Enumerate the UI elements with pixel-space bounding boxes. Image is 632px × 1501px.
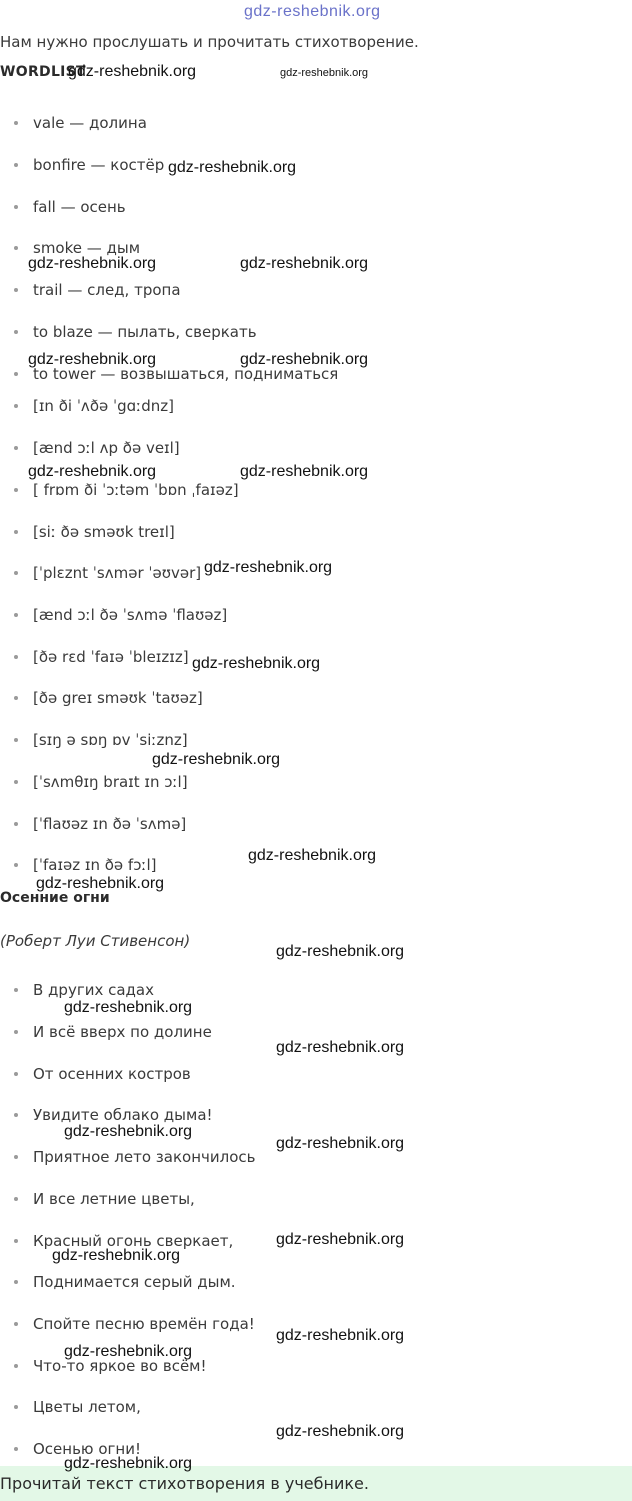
watermark-top: gdz-reshebnik.org <box>244 3 381 20</box>
bullet-icon <box>14 1405 18 1409</box>
list-item-text: [ˈplɛznt ˈsʌmər ˈəʊvər] <box>33 564 202 582</box>
bullet-icon <box>14 372 18 376</box>
bullet-icon <box>14 863 18 867</box>
list-item <box>14 325 257 340</box>
watermark: gdz-reshebnik.org <box>240 351 369 368</box>
watermark: gdz-reshebnik.org <box>68 63 197 80</box>
bullet-icon <box>14 1239 18 1243</box>
watermark: gdz-reshebnik.org <box>36 875 165 892</box>
watermark: gdz-reshebnik.org <box>276 943 405 960</box>
poem-line-text: Спойте песню времён года! <box>33 1315 255 1333</box>
list-item-text: [ˈflaʊəz ɪn ðə ˈsʌmə] <box>33 815 187 833</box>
poem-line <box>14 1108 213 1123</box>
list-item <box>14 525 175 540</box>
watermark: gdz-reshebnik.org <box>28 463 157 480</box>
poem-line-text: Цветы летом, <box>33 1398 141 1416</box>
watermark: gdz-reshebnik.org <box>64 999 193 1016</box>
bullet-icon <box>14 530 18 534</box>
list-item <box>14 691 203 706</box>
bullet-icon <box>14 330 18 334</box>
poem-line-text: Что-то яркое во всём! <box>33 1357 207 1375</box>
watermark: gdz-reshebnik.org <box>28 255 157 272</box>
list-item-text: [sɪŋ ə sɒŋ ɒv ˈsiːznz] <box>33 731 188 749</box>
list-item-text: [ænd ɔːl ðə ˈsʌmə ˈflaʊəz] <box>33 606 228 624</box>
poem-line <box>14 1275 236 1290</box>
bullet-icon <box>14 1280 18 1284</box>
list-item-text: smoke — дым <box>33 239 141 257</box>
watermark: gdz-reshebnik.org <box>28 351 157 368</box>
watermark: gdz-reshebnik.org <box>152 751 281 768</box>
list-item-text: fall — осень <box>33 198 126 216</box>
bullet-icon <box>14 1072 18 1076</box>
watermark: gdz-reshebnik.org <box>280 67 369 79</box>
list-item <box>14 241 140 256</box>
bullet-icon <box>14 696 18 700</box>
list-item <box>14 200 126 215</box>
poem-line <box>14 1317 255 1332</box>
list-item <box>14 733 188 748</box>
list-item-text: bonfire — костёр <box>33 156 165 174</box>
poem-line-text: И все летние цветы, <box>33 1190 195 1208</box>
bullet-icon <box>14 404 18 408</box>
bullet-icon <box>14 655 18 659</box>
poem-line-text: Осенью огни! <box>33 1440 141 1458</box>
watermark: gdz-reshebnik.org <box>64 1455 193 1472</box>
list-item-text: [ðə rɛd ˈfaɪə ˈbleɪzɪz] <box>33 648 189 666</box>
watermark: gdz-reshebnik.org <box>240 463 369 480</box>
bullet-icon <box>14 163 18 167</box>
list-item <box>14 283 181 298</box>
poem-line-text: Приятное лето закончилось <box>33 1148 256 1166</box>
bullet-icon <box>14 1113 18 1117</box>
watermark: gdz-reshebnik.org <box>64 1343 193 1360</box>
bullet-icon <box>14 205 18 209</box>
bullet-icon <box>14 1197 18 1201</box>
list-item <box>14 116 147 131</box>
poem-line-text: В других садах <box>33 981 154 999</box>
poem-line <box>14 983 154 998</box>
bullet-icon <box>14 738 18 742</box>
bullet-icon <box>14 1322 18 1326</box>
list-item-text: [ frɒm ði ˈɔːtəm ˈbɒn ˌfaɪəz] <box>33 481 239 499</box>
list-item-text: [ˈfaɪəz ɪn ðə fɔːl] <box>33 856 157 874</box>
bullet-icon <box>14 1030 18 1034</box>
list-item <box>14 858 157 873</box>
watermark: gdz-reshebnik.org <box>192 655 321 672</box>
poem-line <box>14 1067 191 1082</box>
list-item-text: [siː ðə sməʊk treɪl] <box>33 523 175 541</box>
list-item <box>14 441 180 456</box>
bullet-icon <box>14 988 18 992</box>
list-item-text: vale — долина <box>33 114 147 132</box>
bullet-icon <box>14 780 18 784</box>
poem-line-text: И всё вверх по долине <box>33 1023 212 1041</box>
poem-line-text: От осенних костров <box>33 1065 191 1083</box>
bullet-icon <box>14 246 18 250</box>
list-item <box>14 367 338 382</box>
watermark: gdz-reshebnik.org <box>276 1135 405 1152</box>
watermark: gdz-reshebnik.org <box>64 1123 193 1140</box>
poem-author: (Роберт Луи Стивенсон) <box>0 932 191 950</box>
bullet-icon <box>14 446 18 450</box>
poem-title: Осенние огни <box>0 890 110 906</box>
bullet-icon <box>14 121 18 125</box>
watermark: gdz-reshebnik.org <box>240 255 369 272</box>
poem-line-text: Поднимается серый дым. <box>33 1273 236 1291</box>
bullet-icon <box>14 571 18 575</box>
list-item <box>14 483 239 498</box>
list-item-text: [ɪn ði ˈʌðə ˈgɑːdnz] <box>33 397 174 415</box>
intro-text: Нам нужно прослушать и прочитать стихотворение. <box>0 33 419 51</box>
watermark: gdz-reshebnik.org <box>276 1327 405 1344</box>
watermark: gdz-reshebnik.org <box>168 159 297 176</box>
watermark: gdz-reshebnik.org <box>276 1039 405 1056</box>
bullet-icon <box>14 1447 18 1451</box>
poem-line <box>14 1150 255 1165</box>
instruction-note: Прочитай текст стихотворения в учебнике. <box>0 1466 632 1501</box>
watermark: gdz-reshebnik.org <box>276 1423 405 1440</box>
wordlist-heading: WORDLIST <box>0 64 86 80</box>
list-item-text: [ænd ɔːl ʌp ðə veɪl] <box>33 439 180 457</box>
poem-line <box>14 1192 195 1207</box>
bullet-icon <box>14 1364 18 1368</box>
list-item-text: to tower — возвышаться, подниматься <box>33 365 339 383</box>
bullet-icon <box>14 822 18 826</box>
bullet-icon <box>14 1155 18 1159</box>
poem-line <box>14 1359 207 1374</box>
poem-line <box>14 1025 212 1040</box>
list-item <box>14 566 201 581</box>
watermark: gdz-reshebnik.org <box>248 847 377 864</box>
poem-line <box>14 1400 141 1415</box>
list-item <box>14 650 189 665</box>
watermark: gdz-reshebnik.org <box>52 1247 181 1264</box>
poem-line-text: Увидите облако дыма! <box>33 1106 213 1124</box>
list-item <box>14 775 188 790</box>
list-item-text: trail — след, тропа <box>33 281 181 299</box>
list-item <box>14 399 174 414</box>
list-item <box>14 608 227 623</box>
bullet-icon <box>14 488 18 492</box>
list-item-text: [ðə greɪ sməʊk ˈtaʊəz] <box>33 689 203 707</box>
list-item-text: [ˈsʌmθɪŋ braɪt ɪn ɔːl] <box>33 773 188 791</box>
poem-line-text: Красный огонь сверкает, <box>33 1232 234 1250</box>
list-item <box>14 158 164 173</box>
list-item <box>14 817 186 832</box>
list-item-text: to blaze — пылать, сверкать <box>33 323 257 341</box>
bullet-icon <box>14 613 18 617</box>
watermark: gdz-reshebnik.org <box>276 1231 405 1248</box>
bullet-icon <box>14 288 18 292</box>
watermark: gdz-reshebnik.org <box>204 559 333 576</box>
